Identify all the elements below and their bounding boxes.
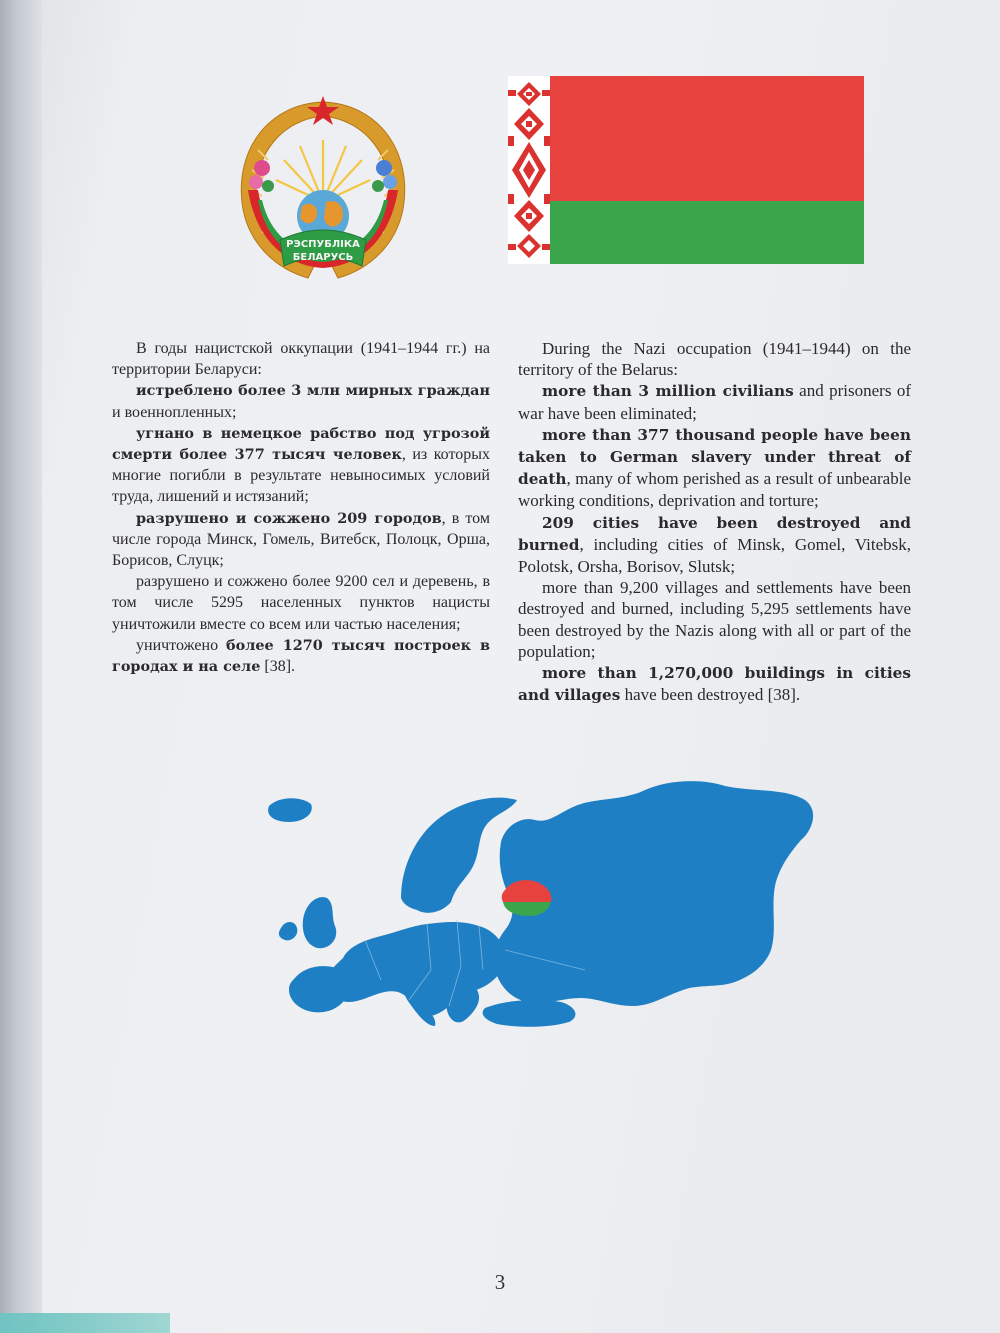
- en-item-cities: 209 cities have been destroyed and burned, including cities of Minsk, Gomel, Vitebsk, Polotsk, Orsha, Borisov, Slutsk;: [518, 513, 911, 577]
- europe-map: [205, 770, 825, 1030]
- ru-item-slavery: угнано в немецкое рабство под угрозой смерти более 377 тысяч человек, из которых многие погибли в результате невыносимых условий труда, лишений и истязаний;: [112, 424, 490, 506]
- cover-edge: [0, 1313, 170, 1333]
- ru-item-villages: разрушено и сожжено более 9200 сел и деревень, в том числе 5295 населенных пунктов нацисты уничтожили вместе со всем или частью населения;: [112, 573, 490, 633]
- ru-intro: В годы нацистской оккупации (1941–1944 гг.) на территории Беларуси:: [112, 340, 490, 379]
- page-number: 3: [494, 1270, 506, 1294]
- belarus-coat-of-arms: [228, 90, 418, 290]
- belarus-flag: [508, 76, 864, 264]
- ru-item-civilians: истреблено более 3 млн мирных граждан и военнопленных;: [112, 382, 490, 421]
- ru-item-buildings: уничтожено более 1270 тысяч построек в городах и на селе [38].: [112, 636, 490, 676]
- english-text-column: [518, 338, 911, 706]
- book-gutter: [0, 0, 42, 1333]
- en-item-slavery: more than 377 thousand people have been taken to German slavery under threat of death, many of whom perished as a result of unbearable working conditions, deprivation and torture;: [518, 425, 911, 511]
- ru-item-cities: разрушено и сожжено 209 городов, в том числе города Минск, Гомель, Витебск, Полоцк, Орша, Борисов, Слуцк;: [112, 509, 490, 570]
- en-intro: During the Nazi occupation (1941–1944) on the territory of the Belarus:: [518, 339, 911, 380]
- russian-text-column: [112, 338, 490, 677]
- emblem-text-line2: БЕЛАРУСЬ: [292, 252, 354, 263]
- en-item-buildings: more than 1,270,000 buildings in cities and villages have been destroyed [38].: [518, 664, 911, 705]
- flag-red-band: [550, 76, 864, 201]
- flag-green-band: [550, 201, 864, 264]
- emblem-text-line1: РЭСПУБЛІКА: [286, 239, 360, 250]
- en-item-villages: more than 9,200 villages and settlements have been destroyed and burned, including 5,295 settlements have been destroyed by the Nazis along with all or part of the population;: [518, 578, 911, 661]
- en-item-civilians: more than 3 million civilians and prisoners of war have been eliminated;: [518, 381, 911, 423]
